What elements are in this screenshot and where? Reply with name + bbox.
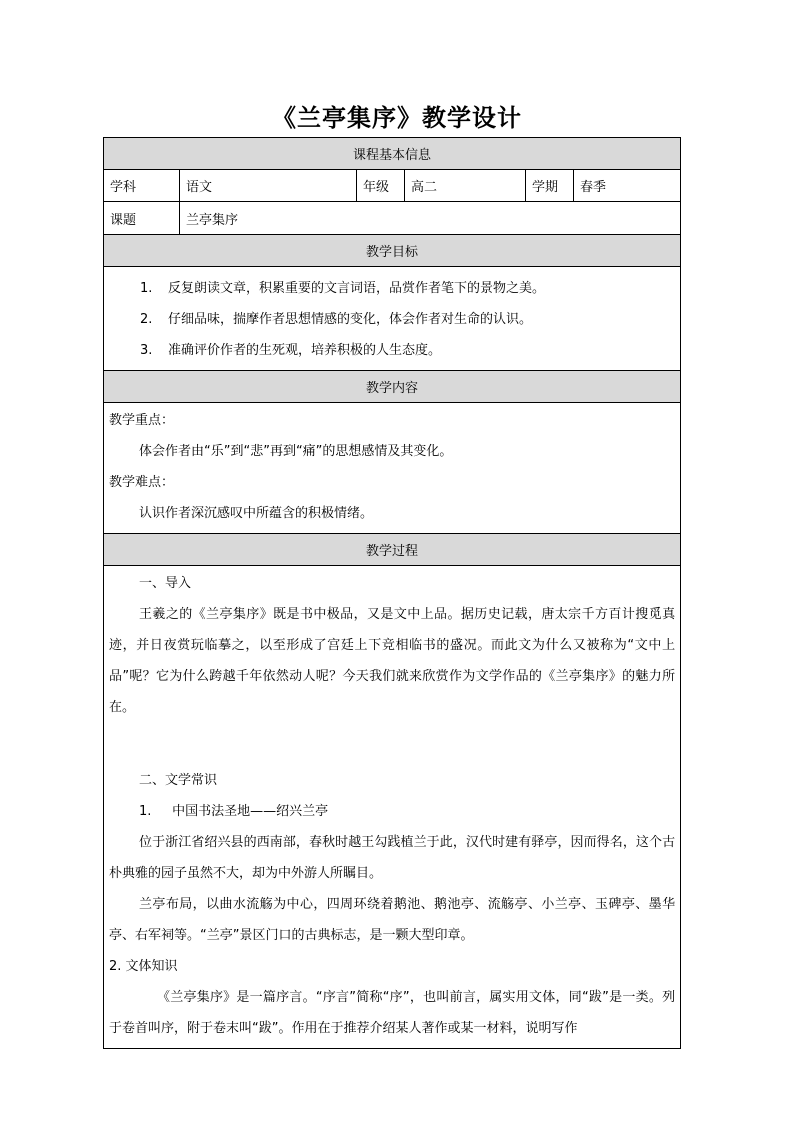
basic-info-header: 课程基本信息 <box>104 138 681 170</box>
spacer <box>109 723 675 765</box>
key-point-text: 体会作者由“乐”到“悲”再到“痛”的思想感情及其变化。 <box>139 444 453 459</box>
section-literature-title: 二、文学常识 <box>139 773 218 788</box>
lanting-paragraph-1: 位于浙江省绍兴县的西南部，春秋时越王勾践植兰于此，汉代时建有驿亭，因而得名，这个古朴典雅的园子虽然不大，却为中外游人所瞩目。 <box>109 835 676 881</box>
difficulty-text: 认识作者深沉感叹中所蕴含的积极情绪。 <box>139 506 374 521</box>
term-value: 春季 <box>574 170 681 202</box>
section-intro-paragraph: 王羲之的《兰亭集序》既是书中极品，又是文中上品。据历史记载，唐太宗千方百计搜觅真迹，并日夜赏玩临摹之，以至形成了宫廷上下竞相临书的盛况。而此文为什么又被称为“文中上品”呢？它为什么跨越千年依然动人呢？今天我们就来欣赏作为文学作品的《兰亭集序》的魅力所在。 <box>109 607 676 715</box>
topic-label: 课题 <box>104 202 180 235</box>
lesson-plan-table <box>103 137 681 1049</box>
difficulty-label: 教学难点： <box>109 475 175 490</box>
grade-label: 年级 <box>357 170 405 202</box>
subsection-title-text: 中国书法圣地——绍兴兰亭 <box>172 804 329 819</box>
process-header: 教学过程 <box>104 534 681 566</box>
goal-item <box>104 335 680 366</box>
goals-list <box>104 267 681 371</box>
process-body <box>104 566 681 1049</box>
goal-text: 反复朗读文章，积累重要的文言词语，品赏作者笔下的景物之美。 <box>168 281 546 296</box>
goal-number: 1. <box>140 281 153 296</box>
content-header: 教学内容 <box>104 371 681 403</box>
grade-value: 高二 <box>405 170 526 202</box>
content-body <box>104 403 681 534</box>
document-title: 《兰亭集序》教学设计 <box>272 104 522 132</box>
section-intro-title: 一、导入 <box>139 576 192 591</box>
subsection-genre-title: 2. 文体知识 <box>109 959 178 974</box>
topic-value: 兰亭集序 <box>180 202 681 235</box>
lanting-paragraph-2: 兰亭布局，以曲水流觞为中心，四周环绕着鹅池、鹅池亭、流觞亭、小兰亭、玉碑亭、墨华亭、右军祠等。“兰亭”景区门口的古典标志，是一颗大型印章。 <box>109 897 676 943</box>
goal-number: 3. <box>140 343 153 358</box>
subject-label: 学科 <box>104 170 180 202</box>
term-label: 学期 <box>526 170 574 202</box>
subsection-number: 1. <box>139 804 152 819</box>
subject-value: 语文 <box>180 170 357 202</box>
goal-text: 仔细品味，揣摩作者思想情感的变化，体会作者对生命的认识。 <box>168 312 533 327</box>
subsection-lanting-title <box>109 796 675 827</box>
goal-item <box>104 273 680 304</box>
goals-header: 教学目标 <box>104 235 681 267</box>
key-point-label: 教学重点： <box>109 413 175 428</box>
genre-paragraph: 《兰亭集序》是一篇序言。“序言”简称“序”，也叫前言，属实用文体，同“跋”是一类。列于卷首叫序，附于卷末叫“跋”。作用在于推荐介绍某人著作或某一材料，说明写作 <box>109 990 676 1036</box>
goal-item <box>104 304 680 335</box>
goal-number: 2. <box>140 312 153 327</box>
goal-text: 准确评价作者的生死观，培养积极的人生态度。 <box>168 343 442 358</box>
